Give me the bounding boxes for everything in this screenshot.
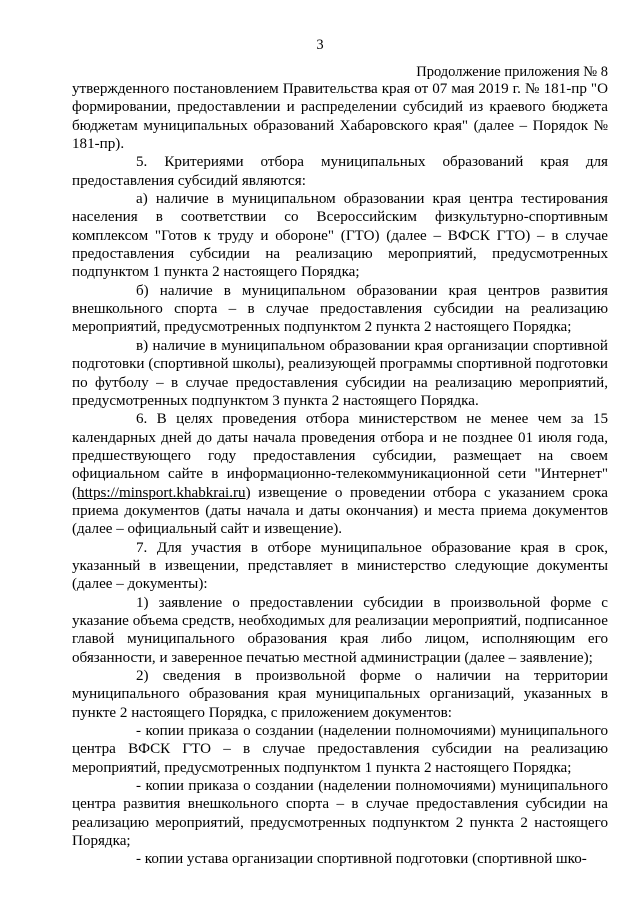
ministry-website-link[interactable]: https://minsport.khabkrai.ru xyxy=(77,484,246,501)
paragraph-intro-continuation: утвержденного постановлением Правительства края от 07 мая 2019 г. № 181-пр "О формировании, предоставлении и распределении субсидий из краевого бюджета бюджетам муниципальных образований Хабаровского края" (далее – Порядок № 181-пр). xyxy=(72,81,608,153)
list-item-sport-center-order: - копии приказа о создании (наделении полномочиями) муниципального центра развития внешкольного спорта – в случае предоставления субсидии на реализацию мероприятий, предусмотренных подпунктом 2 пункта 2 настоящего Порядка; xyxy=(72,778,608,850)
document-body xyxy=(72,80,608,869)
appendix-continuation-label: Продолжение приложения № 8 xyxy=(416,64,608,80)
paragraph-5a: а) наличие в муниципальном образовании края центра тестирования населения в соответствии со Всероссийским физкультурно-спортивным комплексом "Готов к труду и обороне" (ГТО) (далее – ВФСК ГТО) – в случае предоставления субсидии на реализацию мероприятий, предусмотренных подпунктом 1 пункта 2 настоящего Порядка; xyxy=(72,191,608,281)
paragraph-5-criteria: 5. Критериями отбора муниципальных образований края для предоставления субсидий являются: xyxy=(72,154,608,189)
paragraph-5c: в) наличие в муниципальном образовании края организации спортивной подготовки (спортивной школы), реализующей программы спортивной подготовки по футболу – в случае предоставления субсидии на реализацию мероприятий, предусмотренных подпунктом 3 пункта 2 настоящего Порядка. xyxy=(72,337,608,409)
page-number: 3 xyxy=(316,37,324,53)
paragraph-7-2-information: 2) сведения в произвольной форме о наличии на территории муниципального образования края муниципальных организаций, указанных в пункте 2 настоящего Порядка, с приложением документов: xyxy=(72,668,608,721)
paragraph-7-1-application: 1) заявление о предоставлении субсидии в произвольной форме с указание объема средств, необходимых для реализации мероприятий, подписанное главой муниципального образования края либо лицом, исполняющим его обязанности, и заверенное печатью местной администрации (далее – заявление); xyxy=(72,594,608,666)
paragraph-6-selection xyxy=(72,410,608,538)
paragraph-6-text-before-link: 6. В целях проведения отбора министерством не менее чем за 15 календарных дней до даты начала проведения отбора и не позднее 01 июля года, предшествующего году предоставления субсидии, размещает на своем официальном сайте в информационно-телекоммуникационной сети "Интернет" ( xyxy=(72,411,608,501)
paragraph-5b: б) наличие в муниципальном образовании края центров развития внешкольного спорта – в случае предоставления субсидии на реализацию мероприятий, предусмотренных подпунктом 2 пункта 2 настоящего Порядка; xyxy=(72,282,608,336)
paragraph-6-text-after-link: ) извещение о проведении отбора с указанием срока приема документов (даты начала и даты окончания) и места приема документов (далее – официальный сайт и извещение). xyxy=(72,484,608,538)
list-item-sport-school-charter: - копии устава организации спортивной подготовки (спортивной шко- xyxy=(136,851,587,868)
list-item-gto-center-order: - копии приказа о создании (наделении полномочиями) муниципального центра ВФСК ГТО – в случае предоставления субсидии на реализацию мероприятий, предусмотренных подпунктом 1 пункта 2 настоящего Порядка; xyxy=(72,723,608,776)
paragraph-7-documents: 7. Для участия в отборе муниципальное образование края в срок, указанный в извещении, представляет в министерство следующие документы (далее – документы): xyxy=(72,539,608,593)
